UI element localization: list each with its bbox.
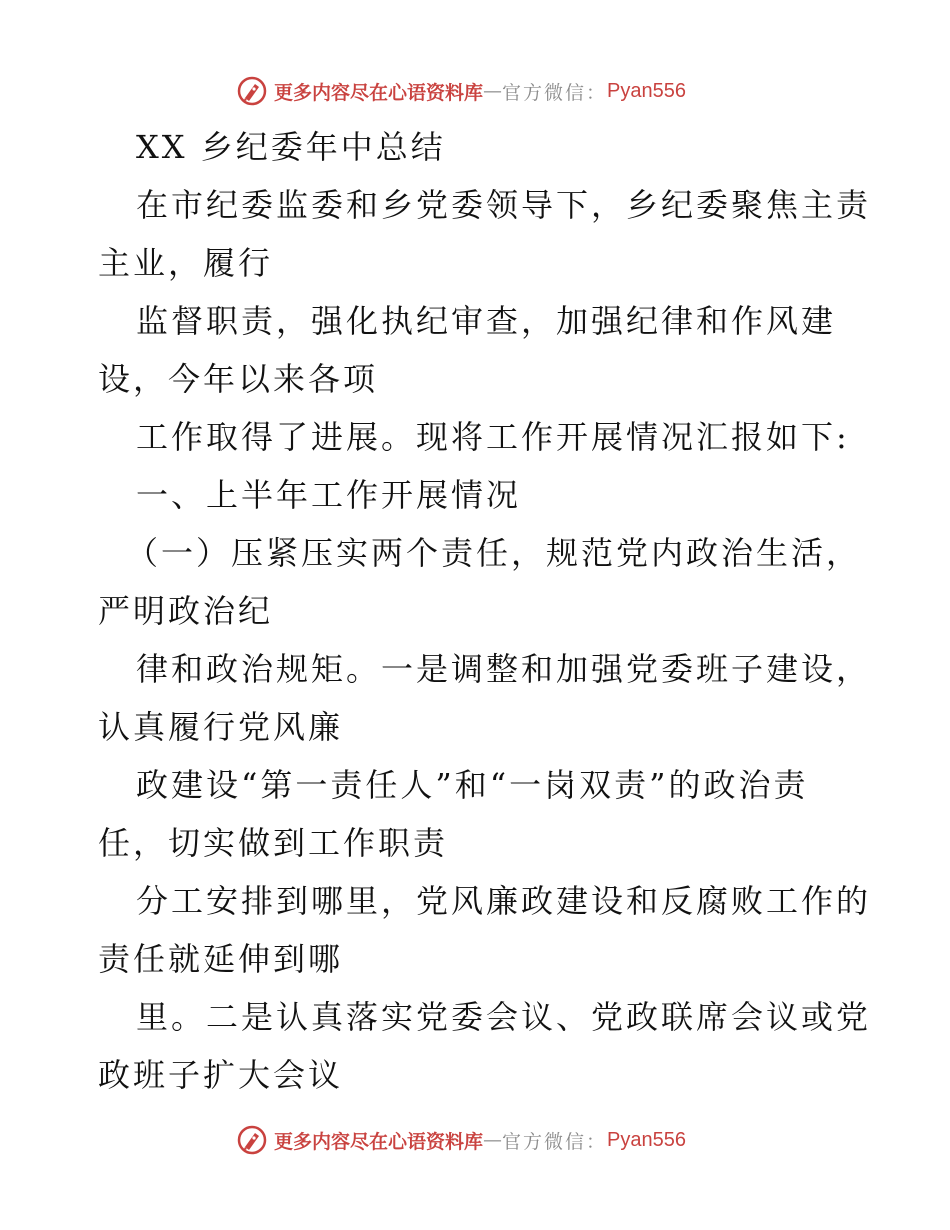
fountain-pen-circle-icon (236, 75, 268, 107)
watermark-dash: — (483, 1129, 503, 1151)
watermark-account: Pyan556 (607, 1128, 686, 1151)
watermark-brand: 更多内容尽在心语资料库 (274, 1130, 484, 1153)
subsection-heading: （一）压紧压实两个责任，规范党内政治生活， (126, 534, 862, 572)
paragraph-line: 里。二是认真落实党委会议、党政联席会议或党 (136, 998, 872, 1036)
section-heading: 一、上半年工作开展情况 (136, 476, 522, 514)
paragraph-line: 认真履行党风廉 (98, 708, 344, 746)
paragraph-line: 律和政治规矩。一是调整和加强党委班子建设， (136, 650, 872, 688)
paragraph-line: 工作取得了进展。现将工作开展情况汇报如下: (136, 418, 850, 456)
fountain-pen-circle-icon (236, 1124, 268, 1156)
paragraph-line: 主业，履行 (98, 244, 274, 282)
watermark-brand: 更多内容尽在心语资料库 (274, 81, 484, 104)
watermark-account: Pyan556 (607, 79, 686, 102)
paragraph-line: 政班子扩大会议 (98, 1056, 344, 1094)
document-body (98, 118, 872, 1104)
watermark-official-label: 官方微信： (502, 1130, 608, 1153)
header-watermark (236, 74, 686, 108)
watermark-dash: — (483, 80, 503, 102)
watermark-official-label: 官方微信： (502, 81, 608, 104)
paragraph-line: 任，切实做到工作职责 (98, 824, 449, 862)
paragraph-line: 监督职责，强化执纪审查，加强纪律和作风建 (136, 302, 837, 340)
paragraph-line: 设，今年以来各项 (98, 360, 379, 398)
paragraph-line: 在市纪委监委和乡党委领导下，乡纪委聚焦主责 (136, 186, 872, 224)
paragraph-line: 政建设“第一责任人”和“一岗双责”的政治责 (136, 766, 809, 804)
paragraph-line: 分工安排到哪里，党风廉政建设和反腐败工作的 (136, 882, 872, 920)
footer-watermark (236, 1123, 686, 1157)
paragraph-line: 责任就延伸到哪 (98, 940, 344, 978)
paragraph-line: 严明政治纪 (98, 592, 274, 630)
document-title: XX 乡纪委年中总结 (136, 128, 446, 166)
